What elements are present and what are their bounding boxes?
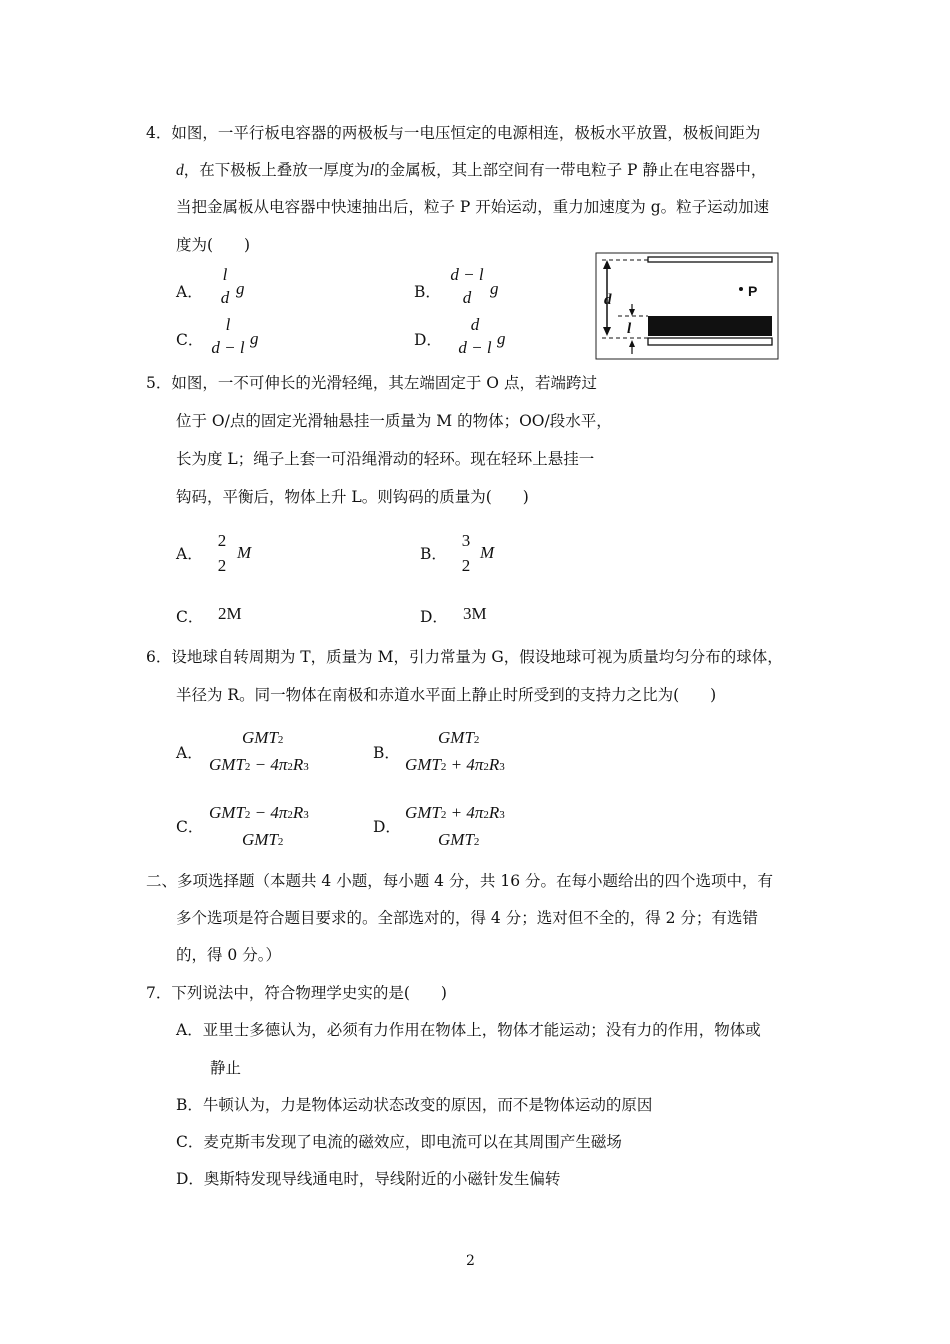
- q4-option-d-fraction: d d − l: [458, 315, 492, 357]
- label-p: P: [748, 283, 758, 299]
- capacitor-figure: [594, 252, 780, 362]
- q5-option-c-value: 2M: [218, 604, 242, 623]
- q5-option-c-label: C．: [176, 608, 204, 626]
- q7-option-b: B．牛顿认为，力是物体运动状态改变的原因，而不是物体运动的原因: [176, 1096, 653, 1114]
- q4-option-c-fraction: l d − l: [211, 315, 245, 357]
- q6-option-d-denominator: GMT2: [438, 830, 480, 849]
- section2-line2: 多个选项是符合题目要求的。全部选对的，得 4 分；选对但不全的，得 2 分；有选错: [176, 909, 758, 927]
- q4-option-b-label: B．: [414, 283, 441, 301]
- q4-line3: 当把金属板从电容器中快速抽出后，粒子 P 开始运动，重力加速度为 g。粒子运动加速: [176, 198, 770, 216]
- q6-option-a-label: A．: [176, 744, 203, 762]
- q6-line1: 6．设地球自转周期为 T，质量为 M，引力常量为 G，假设地球可视为质量均匀分布的球体，: [146, 648, 783, 666]
- particle-p-dot: [739, 287, 743, 291]
- q4-option-d-label: D．: [414, 331, 442, 349]
- q6-option-b-numerator: GMT2: [438, 728, 480, 747]
- q4-option-b-g: g: [490, 279, 499, 298]
- q4-option-c-g: g: [250, 329, 259, 348]
- q6-line2: 半径为 R。同一物体在南极和赤道水平面上静止时所受到的支持力之比为( ): [176, 686, 717, 704]
- q5-option-a-fraction: 2 2: [217, 531, 227, 575]
- bottom-plate: [648, 338, 772, 345]
- q5-option-b-m: M: [480, 543, 495, 562]
- q6-option-a-numerator: GMT2: [242, 728, 284, 747]
- q7-stem: 7．下列说法中，符合物理学史实的是( ): [146, 984, 447, 1002]
- q4-line4: 度为( ): [176, 236, 251, 254]
- q4-option-d-g: g: [497, 329, 506, 348]
- q4-option-a-label: A．: [176, 283, 203, 301]
- q5-option-b-label: B．: [420, 545, 447, 563]
- q4-option-a-g: g: [236, 279, 245, 298]
- label-d: d: [604, 292, 612, 308]
- q6-option-c-numerator: GMT2 − 4π2R3: [209, 803, 309, 822]
- label-l: l: [627, 321, 632, 337]
- q7-option-d: D．奥斯特发现导线通电时，导线附近的小磁针发生偏转: [176, 1170, 561, 1188]
- q5-option-d-value: 3M: [463, 604, 487, 623]
- q6-option-c-label: C．: [176, 818, 204, 836]
- q6-option-c-denominator: GMT2: [242, 830, 284, 849]
- q5-option-d-label: D．: [420, 608, 448, 626]
- metal-slab: [648, 316, 772, 336]
- q6-option-b-denominator: GMT2 + 4π2R3: [405, 755, 505, 774]
- q7-option-a-line2: 静止: [210, 1059, 242, 1077]
- q7-option-a-line1: A．亚里士多德认为，必须有力作用在物体上，物体才能运动；没有力的作用，物体或: [176, 1021, 761, 1039]
- q6-option-d-numerator: GMT2 + 4π2R3: [405, 803, 505, 822]
- q5-line3: 长为度 L；绳子上套一可沿绳滑动的轻环。现在轻环上悬挂一: [176, 450, 595, 468]
- q5-option-a-m: M: [237, 543, 252, 562]
- q4-option-a-fraction: l d: [220, 265, 230, 307]
- q5-line2: 位于 O/点的固定光滑轴悬挂一质量为 M 的物体；OO/段水平，: [176, 412, 612, 430]
- q5-option-a-label: A．: [176, 545, 203, 563]
- q5-line4: 钩码，平衡后，物体上升 L。则钩码的质量为( ): [176, 488, 529, 506]
- q4-option-b-fraction: d − l d: [450, 265, 484, 307]
- q4-line2: d，在下极板上叠放一厚度为l的金属板，其上部空间有一带电粒子 P 静止在电容器中，: [176, 161, 767, 179]
- top-plate: [648, 257, 772, 262]
- page-number: 2: [466, 1253, 475, 1269]
- q6-option-d-label: D．: [373, 818, 401, 836]
- q6-option-a-denominator: GMT2 − 4π2R3: [209, 755, 309, 774]
- q7-option-c: C．麦克斯韦发现了电流的磁效应，即电流可以在其周围产生磁场: [176, 1133, 622, 1151]
- q5-option-b-fraction: 3 2: [461, 531, 471, 575]
- q6-option-b-label: B．: [373, 744, 400, 762]
- q4-option-c-label: C．: [176, 331, 204, 349]
- q4-line1: 4．如图，一平行板电容器的两极板与一电压恒定的电源相连，极板水平放置，极板间距为: [146, 124, 761, 142]
- section2-line1: 二、多项选择题（本题共 4 小题，每小题 4 分，共 16 分。在每小题给出的四个选项中，有: [146, 872, 774, 890]
- section2-line3: 的，得 0 分。）: [176, 946, 281, 964]
- q5-line1: 5．如图，一不可伸长的光滑轻绳，其左端固定于 O 点，若端跨过: [146, 374, 597, 392]
